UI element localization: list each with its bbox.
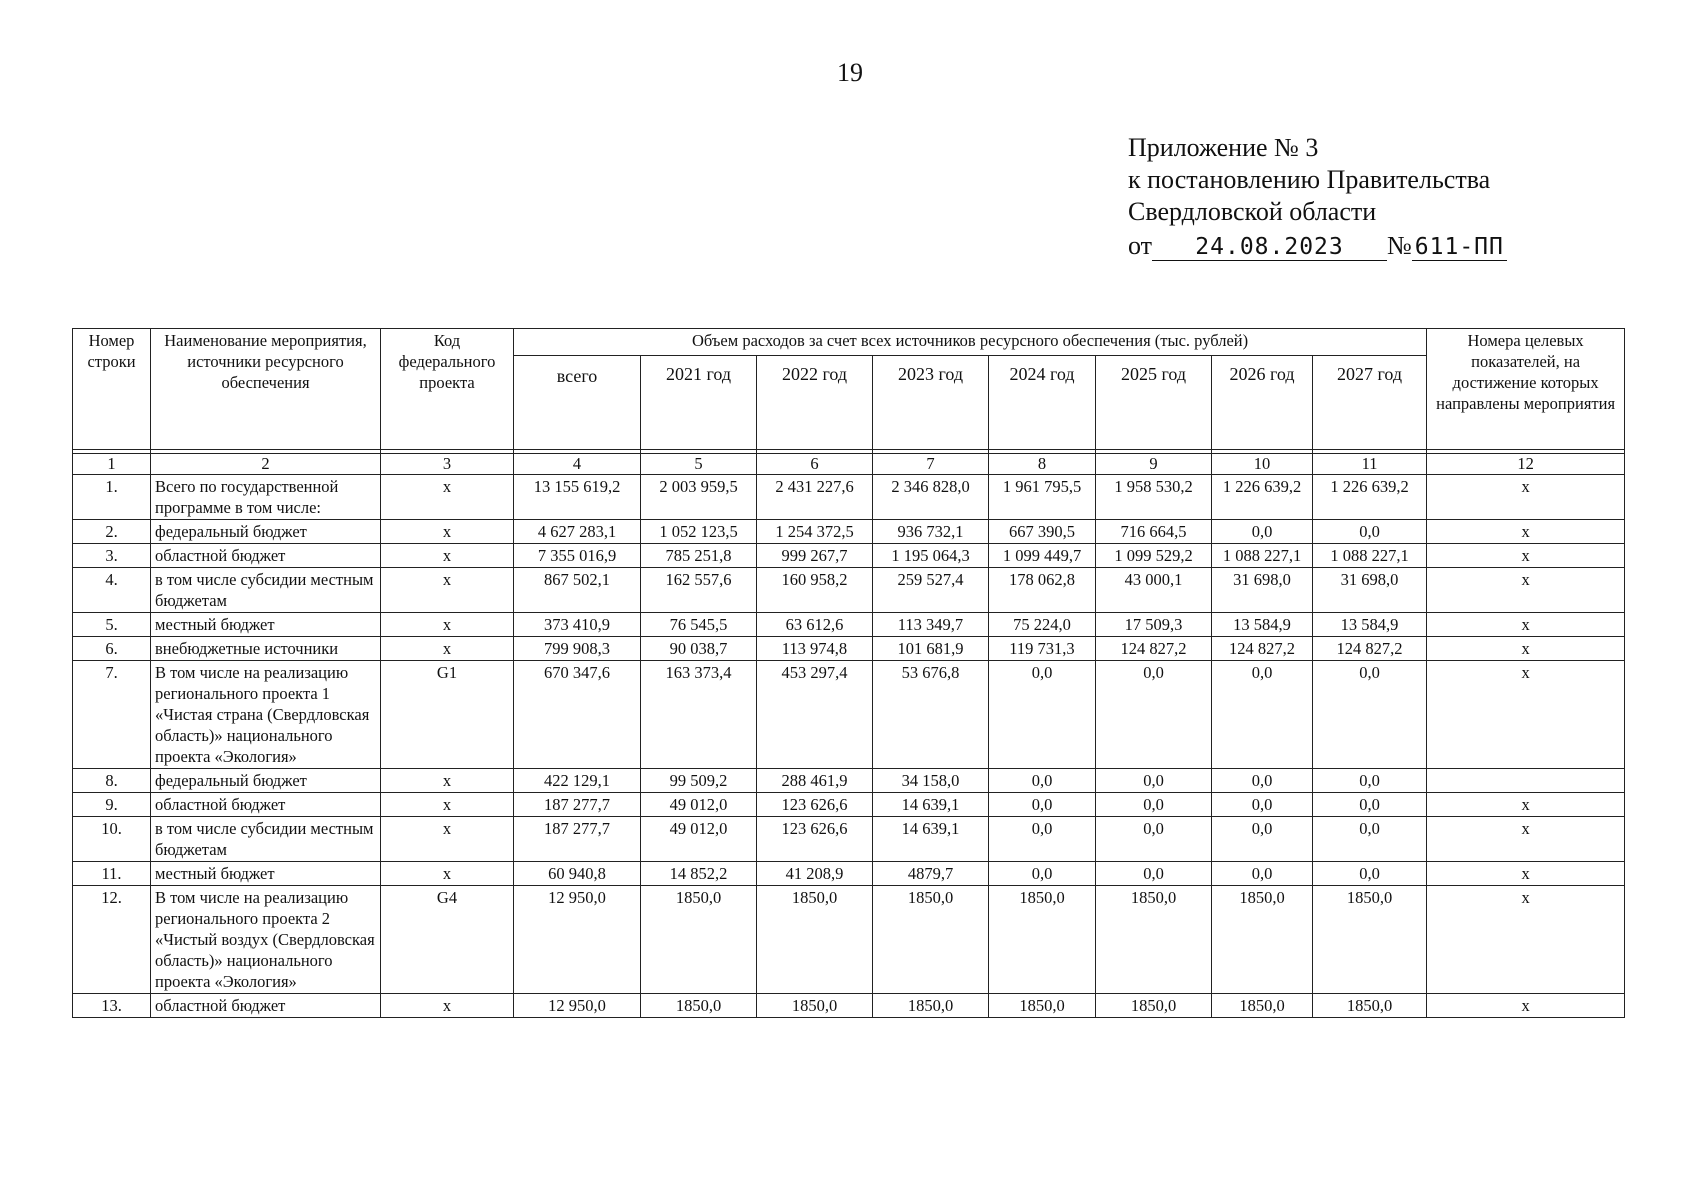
table-body [73, 450, 1625, 1018]
row-name: в том числе субсидии местным бюджетам [151, 568, 381, 613]
column-number: 3 [381, 454, 514, 475]
target-indicators: x [1427, 994, 1625, 1018]
target-indicators: x [1427, 817, 1625, 862]
annex-line-2: к постановлению Правительства [1128, 165, 1491, 194]
amount-2027: 0,0 [1313, 520, 1427, 544]
amount-2026: 1 088 227,1 [1212, 544, 1313, 568]
amount-2022: 999 267,7 [757, 544, 873, 568]
amount-2027: 1 088 227,1 [1313, 544, 1427, 568]
amount-2025: 1 958 530,2 [1096, 475, 1212, 520]
amount-2027: 31 698,0 [1313, 568, 1427, 613]
table-row [73, 994, 1625, 1018]
row-number: 5. [73, 613, 151, 637]
amount-2022: 123 626,6 [757, 793, 873, 817]
amount-2027: 1 226 639,2 [1313, 475, 1427, 520]
amount-2026: 124 827,2 [1212, 637, 1313, 661]
amount-total: 422 129,1 [514, 769, 641, 793]
amount-2025: 1850,0 [1096, 886, 1212, 994]
fed-project-code: x [381, 817, 514, 862]
table-row [73, 862, 1625, 886]
amount-total: 4 627 283,1 [514, 520, 641, 544]
amount-2025: 124 827,2 [1096, 637, 1212, 661]
amount-2021: 163 373,4 [641, 661, 757, 769]
table-row [73, 817, 1625, 862]
column-number: 7 [873, 454, 989, 475]
amount-2026: 1850,0 [1212, 886, 1313, 994]
column-number: 1 [73, 454, 151, 475]
amount-2025: 1850,0 [1096, 994, 1212, 1018]
fed-project-code: x [381, 613, 514, 637]
amount-total: 12 950,0 [514, 886, 641, 994]
row-name: В том числе на реализацию регионального проекта 2 «Чистый воздух (Свердловская область)» национального проекта «Экология» [151, 886, 381, 994]
amount-2024: 1 961 795,5 [989, 475, 1096, 520]
amount-2026: 0,0 [1212, 793, 1313, 817]
target-indicators: x [1427, 862, 1625, 886]
amount-2023: 936 732,1 [873, 520, 989, 544]
amount-2025: 0,0 [1096, 793, 1212, 817]
amount-2021: 785 251,8 [641, 544, 757, 568]
amount-2026: 31 698,0 [1212, 568, 1313, 613]
fed-project-code: x [381, 769, 514, 793]
amount-2023: 113 349,7 [873, 613, 989, 637]
row-number: 2. [73, 520, 151, 544]
row-name: местный бюджет [151, 862, 381, 886]
amount-2022: 123 626,6 [757, 817, 873, 862]
amount-2026: 0,0 [1212, 817, 1313, 862]
column-number: 5 [641, 454, 757, 475]
target-indicators: x [1427, 886, 1625, 994]
row-name: областной бюджет [151, 793, 381, 817]
amount-2021: 49 012,0 [641, 817, 757, 862]
amount-total: 187 277,7 [514, 793, 641, 817]
amount-2021: 99 509,2 [641, 769, 757, 793]
amount-2021: 1850,0 [641, 994, 757, 1018]
amount-2023: 4879,7 [873, 862, 989, 886]
header-year-2023: 2023 год [873, 356, 989, 450]
amount-2026: 1 226 639,2 [1212, 475, 1313, 520]
amount-2026: 1850,0 [1212, 994, 1313, 1018]
column-number: 6 [757, 454, 873, 475]
annex-line-3: Свердловской области [1128, 197, 1377, 226]
amount-2022: 1850,0 [757, 886, 873, 994]
amount-total: 13 155 619,2 [514, 475, 641, 520]
header-year-2025: 2025 год [1096, 356, 1212, 450]
amount-total: 60 940,8 [514, 862, 641, 886]
amount-2022: 160 958,2 [757, 568, 873, 613]
row-number: 3. [73, 544, 151, 568]
amount-2026: 0,0 [1212, 769, 1313, 793]
amount-2027: 124 827,2 [1313, 637, 1427, 661]
amount-2022: 1 254 372,5 [757, 520, 873, 544]
header-targets: Номера целевых показателей, на достижение которых направлены мероприятия [1427, 329, 1625, 450]
table-row [73, 637, 1625, 661]
header-row-no: Номер строки [73, 329, 151, 450]
amount-2024: 0,0 [989, 862, 1096, 886]
amount-2022: 288 461,9 [757, 769, 873, 793]
amount-2025: 43 000,1 [1096, 568, 1212, 613]
amount-total: 7 355 016,9 [514, 544, 641, 568]
amount-2027: 0,0 [1313, 661, 1427, 769]
amount-2024: 667 390,5 [989, 520, 1096, 544]
header-year-2024: 2024 год [989, 356, 1096, 450]
annex-title: Приложение № 3 [1128, 133, 1319, 162]
amount-2027: 0,0 [1313, 769, 1427, 793]
amount-total: 867 502,1 [514, 568, 641, 613]
amount-2021: 90 038,7 [641, 637, 757, 661]
column-number: 8 [989, 454, 1096, 475]
fed-project-code: G4 [381, 886, 514, 994]
target-indicators: x [1427, 520, 1625, 544]
amount-2023: 1850,0 [873, 886, 989, 994]
header-volume: Объем расходов за счет всех источников ресурсного обеспечения (тыс. рублей) [514, 329, 1427, 356]
target-indicators: x [1427, 637, 1625, 661]
column-number: 10 [1212, 454, 1313, 475]
target-indicators [1427, 769, 1625, 793]
amount-2022: 41 208,9 [757, 862, 873, 886]
target-indicators: x [1427, 613, 1625, 637]
amount-2021: 14 852,2 [641, 862, 757, 886]
amount-2023: 1 195 064,3 [873, 544, 989, 568]
fed-project-code: x [381, 793, 514, 817]
amount-total: 187 277,7 [514, 817, 641, 862]
expenditure-table [72, 328, 1625, 1018]
table-row [73, 520, 1625, 544]
target-indicators: x [1427, 568, 1625, 613]
amount-2025: 0,0 [1096, 817, 1212, 862]
table-row [73, 544, 1625, 568]
header-total: всего [514, 356, 641, 450]
amount-2023: 2 346 828,0 [873, 475, 989, 520]
row-number: 9. [73, 793, 151, 817]
amount-2026: 0,0 [1212, 520, 1313, 544]
amount-total: 670 347,6 [514, 661, 641, 769]
header-year-2026: 2026 год [1212, 356, 1313, 450]
row-name: Всего по государственной программе в том числе: [151, 475, 381, 520]
row-name: в том числе субсидии местным бюджетам [151, 817, 381, 862]
header-year-2022: 2022 год [757, 356, 873, 450]
column-number: 11 [1313, 454, 1427, 475]
fed-project-code: G1 [381, 661, 514, 769]
amount-2024: 178 062,8 [989, 568, 1096, 613]
row-number: 13. [73, 994, 151, 1018]
amount-2021: 49 012,0 [641, 793, 757, 817]
row-number: 10. [73, 817, 151, 862]
amount-2024: 1 099 449,7 [989, 544, 1096, 568]
row-name: областной бюджет [151, 544, 381, 568]
table-row [73, 613, 1625, 637]
row-name: областной бюджет [151, 994, 381, 1018]
row-name: В том числе на реализацию регионального проекта 1 «Чистая страна (Свердловская область)» национального проекта «Экология» [151, 661, 381, 769]
row-number: 6. [73, 637, 151, 661]
amount-2024: 1850,0 [989, 994, 1096, 1018]
table-row [73, 769, 1625, 793]
amount-2024: 0,0 [989, 793, 1096, 817]
amount-2021: 76 545,5 [641, 613, 757, 637]
column-number: 4 [514, 454, 641, 475]
amount-2022: 113 974,8 [757, 637, 873, 661]
amount-total: 373 410,9 [514, 613, 641, 637]
page-number: 19 [837, 58, 863, 87]
header-fed-code: Код федерального проекта [381, 329, 514, 450]
amount-2023: 14 639,1 [873, 817, 989, 862]
row-name: федеральный бюджет [151, 769, 381, 793]
amount-2027: 13 584,9 [1313, 613, 1427, 637]
amount-2027: 0,0 [1313, 817, 1427, 862]
amount-2025: 1 099 529,2 [1096, 544, 1212, 568]
annex-block [1128, 132, 1507, 262]
amount-2027: 1850,0 [1313, 886, 1427, 994]
amount-2026: 0,0 [1212, 661, 1313, 769]
amount-2024: 75 224,0 [989, 613, 1096, 637]
amount-2022: 1850,0 [757, 994, 873, 1018]
table-row [73, 793, 1625, 817]
amount-2025: 17 509,3 [1096, 613, 1212, 637]
target-indicators: x [1427, 544, 1625, 568]
column-number: 9 [1096, 454, 1212, 475]
amount-2024: 0,0 [989, 817, 1096, 862]
amount-2021: 1850,0 [641, 886, 757, 994]
amount-2027: 1850,0 [1313, 994, 1427, 1018]
annex-date-number [1128, 230, 1507, 262]
amount-2023: 34 158,0 [873, 769, 989, 793]
amount-total: 12 950,0 [514, 994, 641, 1018]
column-number: 12 [1427, 454, 1625, 475]
amount-2027: 0,0 [1313, 793, 1427, 817]
row-name: местный бюджет [151, 613, 381, 637]
column-number-row [73, 454, 1625, 475]
amount-2021: 1 052 123,5 [641, 520, 757, 544]
amount-2026: 13 584,9 [1212, 613, 1313, 637]
amount-2023: 14 639,1 [873, 793, 989, 817]
row-number: 7. [73, 661, 151, 769]
table-row [73, 568, 1625, 613]
amount-2024: 0,0 [989, 769, 1096, 793]
amount-2022: 453 297,4 [757, 661, 873, 769]
amount-2021: 162 557,6 [641, 568, 757, 613]
number-label: № [1387, 231, 1412, 260]
amount-2025: 0,0 [1096, 862, 1212, 886]
fed-project-code: x [381, 568, 514, 613]
table-row [73, 661, 1625, 769]
amount-2023: 53 676,8 [873, 661, 989, 769]
fed-project-code: x [381, 475, 514, 520]
target-indicators: x [1427, 661, 1625, 769]
row-number: 8. [73, 769, 151, 793]
amount-2026: 0,0 [1212, 862, 1313, 886]
row-name: федеральный бюджет [151, 520, 381, 544]
header-year-2027: 2027 год [1313, 356, 1427, 450]
from-label: от [1128, 231, 1153, 260]
target-indicators: x [1427, 475, 1625, 520]
fed-project-code: x [381, 994, 514, 1018]
amount-2025: 716 664,5 [1096, 520, 1212, 544]
header-row-1 [73, 329, 1625, 356]
fed-project-code: x [381, 637, 514, 661]
resolution-number: 611-ПП [1412, 234, 1507, 261]
row-number: 1. [73, 475, 151, 520]
amount-2022: 63 612,6 [757, 613, 873, 637]
header-name: Наименование мероприятия, источники ресурсного обеспечения [151, 329, 381, 450]
amount-2024: 1850,0 [989, 886, 1096, 994]
amount-2024: 0,0 [989, 661, 1096, 769]
fed-project-code: x [381, 520, 514, 544]
amount-2023: 259 527,4 [873, 568, 989, 613]
row-number: 12. [73, 886, 151, 994]
amount-total: 799 908,3 [514, 637, 641, 661]
amount-2023: 1850,0 [873, 994, 989, 1018]
amount-2027: 0,0 [1313, 862, 1427, 886]
row-number: 11. [73, 862, 151, 886]
amount-2022: 2 431 227,6 [757, 475, 873, 520]
fed-project-code: x [381, 862, 514, 886]
amount-2024: 119 731,3 [989, 637, 1096, 661]
amount-2023: 101 681,9 [873, 637, 989, 661]
amount-2021: 2 003 959,5 [641, 475, 757, 520]
fed-project-code: x [381, 544, 514, 568]
row-number: 4. [73, 568, 151, 613]
header-year-2021: 2021 год [641, 356, 757, 450]
column-number: 2 [151, 454, 381, 475]
table-row [73, 886, 1625, 994]
target-indicators: x [1427, 793, 1625, 817]
amount-2025: 0,0 [1096, 661, 1212, 769]
table-row [73, 475, 1625, 520]
resolution-date: 24.08.2023 [1152, 234, 1387, 261]
row-name: внебюджетные источники [151, 637, 381, 661]
amount-2025: 0,0 [1096, 769, 1212, 793]
